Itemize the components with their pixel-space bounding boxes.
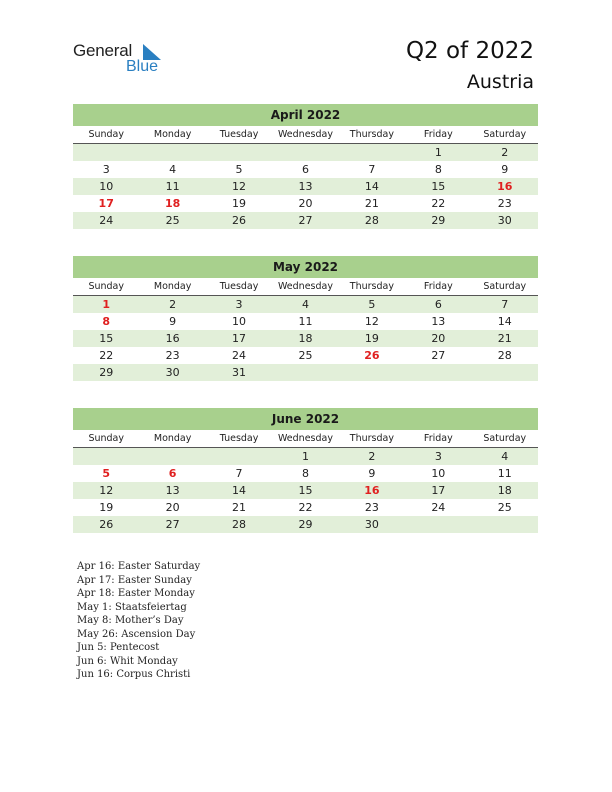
day-cell: 30	[165, 366, 180, 379]
week-row	[73, 313, 538, 330]
weekday-label: Tuesday	[219, 281, 259, 292]
day-cell: 10	[99, 180, 114, 193]
weekday-header-row	[73, 278, 538, 296]
day-cell: 26	[99, 518, 114, 531]
day-cell: 18	[497, 484, 512, 497]
day-cell	[206, 144, 272, 161]
holiday-day-cell: 16	[497, 180, 513, 193]
day-cell	[405, 516, 471, 533]
day-cell: 5	[368, 298, 376, 311]
day-cell: 7	[235, 467, 243, 480]
day-cell: 30	[497, 214, 512, 227]
day-cell: 5	[235, 163, 243, 176]
day-cell: 14	[497, 315, 512, 328]
day-cell	[73, 144, 139, 161]
day-cell: 8	[301, 467, 309, 480]
day-cell: 21	[497, 332, 512, 345]
holiday-entry: Jun 16: Corpus Christi	[77, 669, 191, 680]
week-row	[73, 482, 538, 499]
week-row	[73, 465, 538, 482]
day-cell	[272, 144, 338, 161]
day-cell: 13	[298, 180, 313, 193]
weekday-label: Sunday	[88, 281, 124, 292]
day-cell: 19	[99, 501, 114, 514]
day-cell	[272, 364, 338, 381]
holiday-day-cell: 8	[102, 315, 111, 328]
week-row	[73, 364, 538, 381]
week-row	[73, 347, 538, 364]
day-cell: 12	[99, 484, 114, 497]
holiday-entry: Jun 6: Whit Monday	[77, 655, 178, 667]
day-cell	[339, 144, 405, 161]
day-cell: 16	[165, 332, 180, 345]
logo-blue-text: Blue	[126, 58, 159, 75]
day-cell: 4	[501, 450, 509, 463]
weekday-label: Friday	[423, 129, 453, 140]
weekday-label: Saturday	[483, 281, 527, 292]
weekday-header-row	[73, 126, 538, 144]
month-calendar	[73, 408, 538, 533]
day-cell	[139, 144, 205, 161]
day-cell: 20	[431, 332, 446, 345]
week-row	[73, 499, 538, 516]
week-row	[73, 296, 538, 313]
weekday-label: Friday	[423, 433, 453, 444]
day-cell: 25	[298, 349, 313, 362]
day-cell: 25	[497, 501, 512, 514]
day-cell: 24	[232, 349, 247, 362]
day-cell	[139, 448, 205, 465]
day-cell: 6	[434, 298, 442, 311]
day-cell: 27	[298, 214, 313, 227]
holiday-entry: May 1: Staatsfeiertag	[77, 601, 187, 613]
day-cell: 8	[434, 163, 442, 176]
day-cell: 17	[232, 332, 247, 345]
day-cell: 2	[501, 146, 509, 159]
day-cell: 20	[298, 197, 313, 210]
day-cell: 19	[232, 197, 247, 210]
day-cell: 24	[431, 501, 446, 514]
day-cell: 22	[431, 197, 446, 210]
holiday-entry: Apr 16: Easter Saturday	[77, 561, 201, 572]
day-cell: 22	[298, 501, 313, 514]
page-title: Q2 of 2022	[405, 38, 534, 64]
week-row	[73, 212, 538, 229]
week-row	[73, 178, 538, 195]
holiday-list	[77, 560, 200, 682]
week-row	[73, 516, 538, 533]
weekday-label: Tuesday	[219, 129, 259, 140]
logo-general-text: General	[73, 41, 133, 60]
day-cell: 23	[364, 501, 379, 514]
generalblue-logo	[73, 41, 173, 77]
day-cell: 9	[368, 467, 376, 480]
holiday-day-cell: 26	[364, 349, 380, 362]
week-row	[73, 448, 538, 465]
day-cell: 3	[102, 163, 110, 176]
day-cell: 21	[364, 197, 379, 210]
week-row	[73, 161, 538, 178]
weekday-label: Wednesday	[277, 129, 333, 140]
weekday-label: Wednesday	[277, 433, 333, 444]
holiday-entry: May 8: Mother’s Day	[77, 615, 184, 626]
day-cell: 20	[165, 501, 180, 514]
day-cell: 2	[169, 298, 177, 311]
holiday-day-cell: 5	[102, 467, 111, 480]
weekday-label: Friday	[423, 281, 453, 292]
day-cell: 11	[165, 180, 180, 193]
day-cell: 12	[232, 180, 247, 193]
day-cell: 14	[364, 180, 379, 193]
day-cell: 19	[364, 332, 379, 345]
day-cell: 31	[232, 366, 247, 379]
day-cell: 10	[232, 315, 247, 328]
day-cell: 15	[99, 332, 114, 345]
day-cell: 28	[364, 214, 379, 227]
weekday-label: Wednesday	[277, 281, 333, 292]
weekday-label: Thursday	[349, 281, 394, 292]
holiday-entry: May 26: Ascension Day	[77, 628, 196, 640]
day-cell	[405, 364, 471, 381]
day-cell: 4	[301, 298, 309, 311]
day-cell: 28	[232, 518, 247, 531]
day-cell: 27	[165, 518, 180, 531]
month-calendar	[73, 104, 538, 229]
weekday-label: Tuesday	[219, 433, 259, 444]
day-cell: 22	[99, 349, 114, 362]
day-cell: 18	[298, 332, 313, 345]
month-title: April 2022	[73, 104, 538, 126]
day-cell: 3	[235, 298, 243, 311]
weekday-label: Saturday	[483, 129, 527, 140]
day-cell	[339, 364, 405, 381]
day-cell: 2	[368, 450, 376, 463]
day-cell: 13	[431, 315, 446, 328]
day-cell: 15	[431, 180, 446, 193]
weekday-label: Monday	[153, 433, 192, 444]
day-cell: 11	[298, 315, 313, 328]
day-cell: 29	[298, 518, 313, 531]
week-row	[73, 144, 538, 161]
day-cell: 27	[431, 349, 446, 362]
day-cell: 9	[501, 163, 509, 176]
holiday-day-cell: 6	[168, 467, 177, 480]
day-cell: 7	[501, 298, 509, 311]
day-cell	[73, 448, 139, 465]
day-cell: 29	[431, 214, 446, 227]
holiday-day-cell: 1	[102, 298, 111, 311]
weekday-label: Sunday	[88, 433, 124, 444]
week-row	[73, 330, 538, 347]
day-cell: 11	[497, 467, 512, 480]
month-calendar	[73, 256, 538, 381]
day-cell: 12	[364, 315, 379, 328]
day-cell: 15	[298, 484, 313, 497]
day-cell: 23	[497, 197, 512, 210]
holiday-day-cell: 17	[98, 197, 114, 210]
country-name: Austria	[466, 71, 534, 93]
day-cell: 13	[165, 484, 180, 497]
day-cell: 28	[497, 349, 512, 362]
month-title: May 2022	[73, 256, 538, 278]
holiday-entry: Jun 5: Pentecost	[77, 642, 160, 653]
month-title: June 2022	[73, 408, 538, 430]
weekday-label: Monday	[153, 281, 192, 292]
day-cell	[472, 516, 538, 533]
day-cell: 14	[232, 484, 247, 497]
day-cell: 1	[434, 146, 442, 159]
weekday-label: Sunday	[88, 129, 124, 140]
weekday-label: Thursday	[349, 129, 394, 140]
day-cell	[472, 364, 538, 381]
day-cell: 9	[169, 315, 177, 328]
day-cell: 25	[165, 214, 180, 227]
day-cell: 21	[232, 501, 247, 514]
week-row	[73, 195, 538, 212]
holiday-day-cell: 18	[164, 197, 181, 210]
weekday-label: Thursday	[349, 433, 394, 444]
holiday-day-cell: 16	[364, 484, 380, 497]
day-cell: 10	[431, 467, 446, 480]
day-cell: 6	[301, 163, 309, 176]
day-cell: 3	[434, 450, 442, 463]
holiday-entry: Apr 18: Easter Monday	[77, 588, 195, 599]
holiday-entry: Apr 17: Easter Sunday	[77, 574, 192, 586]
weekday-header-row	[73, 430, 538, 448]
day-cell: 23	[165, 349, 180, 362]
weekday-label: Monday	[153, 129, 192, 140]
day-cell: 17	[431, 484, 446, 497]
weekday-label: Saturday	[483, 433, 527, 444]
day-cell: 4	[169, 163, 177, 176]
day-cell: 29	[99, 366, 114, 379]
day-cell: 30	[364, 518, 379, 531]
day-cell: 24	[99, 214, 114, 227]
day-cell: 1	[301, 450, 309, 463]
day-cell: 7	[368, 163, 376, 176]
day-cell: 26	[232, 214, 247, 227]
day-cell	[206, 448, 272, 465]
